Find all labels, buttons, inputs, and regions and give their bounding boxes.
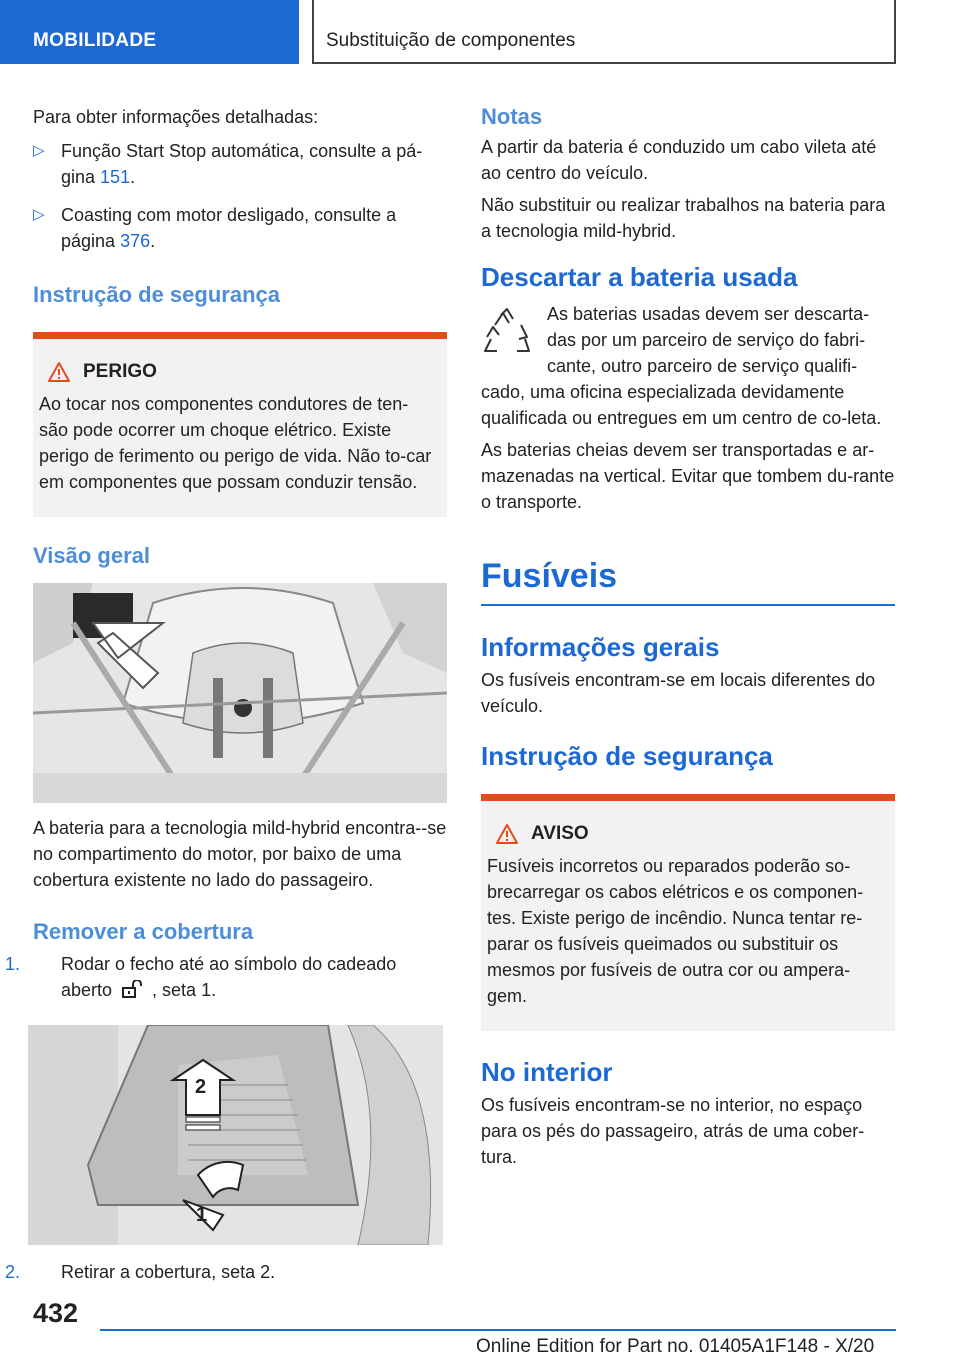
- step-text: Retirar a cobertura, seta 2.: [61, 1262, 276, 1282]
- triangle-bullet-icon: ▷: [33, 142, 45, 159]
- dispose-text-2: As baterias cheias devem ser transportadas e ar-mazenadas na vertical. Evitar que tombem du-rante o transporte.: [481, 440, 895, 512]
- page-link[interactable]: 376: [120, 231, 151, 251]
- left-column: [5, 100, 447, 1003]
- step-number: 2.: [5, 1262, 21, 1282]
- step-text-end: , seta 1.: [147, 980, 217, 1000]
- bullet-item: ▷ Coasting com motor desligado, consulte a página 376.: [33, 202, 447, 254]
- overview-heading: Visão geral: [33, 543, 150, 568]
- danger-title-row: [39, 361, 437, 383]
- bullet-text: Função Start Stop automática, consulte a pá-gina: [61, 141, 423, 187]
- step-number: 1.: [5, 954, 21, 974]
- footer-rule: [100, 1329, 896, 1331]
- general-text: Os fusíveis encontram-se em locais diferentes do veículo.: [481, 670, 876, 716]
- open-lock-icon: [121, 980, 143, 998]
- remove-heading: Remover a cobertura: [33, 919, 254, 944]
- engine-bay-photo: [33, 583, 447, 803]
- bullet-item: ▷ Função Start Stop automática, consulte a pá-gina 151.: [33, 138, 447, 190]
- fuses-heading: Fusíveis: [481, 557, 618, 595]
- warning-box: [481, 794, 895, 1031]
- danger-box: [33, 332, 447, 517]
- dispose-text-1: As baterias usadas devem ser descarta-das por um parceiro de serviço do fabri-cante, outro parceiro de serviço qualifi-cado, uma oficina especializada devidamente qualificada ou entregues em um centro de co-leta.: [481, 304, 882, 428]
- section-tab: MOBILIDADE: [0, 0, 299, 64]
- warning-title: AVISO: [531, 823, 589, 844]
- warning-triangle-icon: [495, 823, 519, 845]
- page-link[interactable]: 151: [100, 167, 131, 187]
- warning-triangle-icon: [47, 361, 71, 383]
- fuses-heading-rule: [481, 604, 895, 606]
- page-number: 432: [33, 1298, 79, 1328]
- intro-text: Para obter informações detalhadas:: [33, 107, 319, 127]
- chapter-title: Substituição de componentes: [312, 0, 896, 64]
- fuse-safety-heading: Instrução de segurança: [481, 741, 773, 771]
- overview-text: A bateria para a tecnologia mild-hybrid encontra--se no compartimento do motor, por baixo de uma cobertura existente no lado do passageiro.: [33, 818, 447, 890]
- arrow-label-2: 2: [195, 1076, 207, 1098]
- interior-heading: No interior: [481, 1057, 613, 1087]
- safety-heading: Instrução de segurança: [33, 282, 280, 307]
- danger-text: Ao tocar nos componentes condutores de ten-são pode ocorrer um choque elétrico. Existe perigo de ferimento ou perigo de vida. Não to-car em componentes que possam conduzir tensão.: [39, 394, 432, 492]
- bullet-text: Coasting com motor desligado, consulte a página: [61, 205, 397, 251]
- edition-text: Online Edition for Part no. 01405A1F148 - X/20: [476, 1336, 875, 1357]
- dispose-heading: Descartar a bateria usada: [481, 262, 798, 292]
- dispose-block: [481, 301, 895, 431]
- notes-text-2: Não substituir ou realizar trabalhos na bateria para a tecnologia mild-hybrid.: [481, 195, 886, 241]
- danger-title: PERIGO: [83, 361, 157, 382]
- right-column: [481, 100, 895, 1170]
- general-heading: Informações gerais: [481, 632, 720, 662]
- notes-text-1: A partir da bateria é conduzido um cabo vileta até ao centro do veículo.: [481, 137, 877, 183]
- recycling-icon: [481, 307, 533, 359]
- interior-text: Os fusíveis encontram-se no interior, no espaço para os pés do passageiro, atrás de uma cober-tura.: [481, 1095, 865, 1167]
- step-2: [5, 1259, 447, 1285]
- arrow-label-1: 1: [196, 1204, 208, 1226]
- step-text: Rodar o fecho até ao símbolo do cadeado aberto: [61, 954, 397, 1000]
- step-1: [5, 951, 447, 1003]
- warning-title-row: [487, 823, 885, 845]
- notes-heading: Notas: [481, 104, 543, 129]
- warning-text: Fusíveis incorretos ou reparados poderão so-brecarregar os cabos elétricos e os componen-tes. Existe perigo de incêndio. Nunca tentar re-parar os fusíveis queimados ou substituir os mesmos por fusíveis de outra cor ou ampera-gem.: [487, 856, 864, 1006]
- cover-removal-photo: [28, 1025, 443, 1245]
- triangle-bullet-icon: ▷: [33, 206, 45, 223]
